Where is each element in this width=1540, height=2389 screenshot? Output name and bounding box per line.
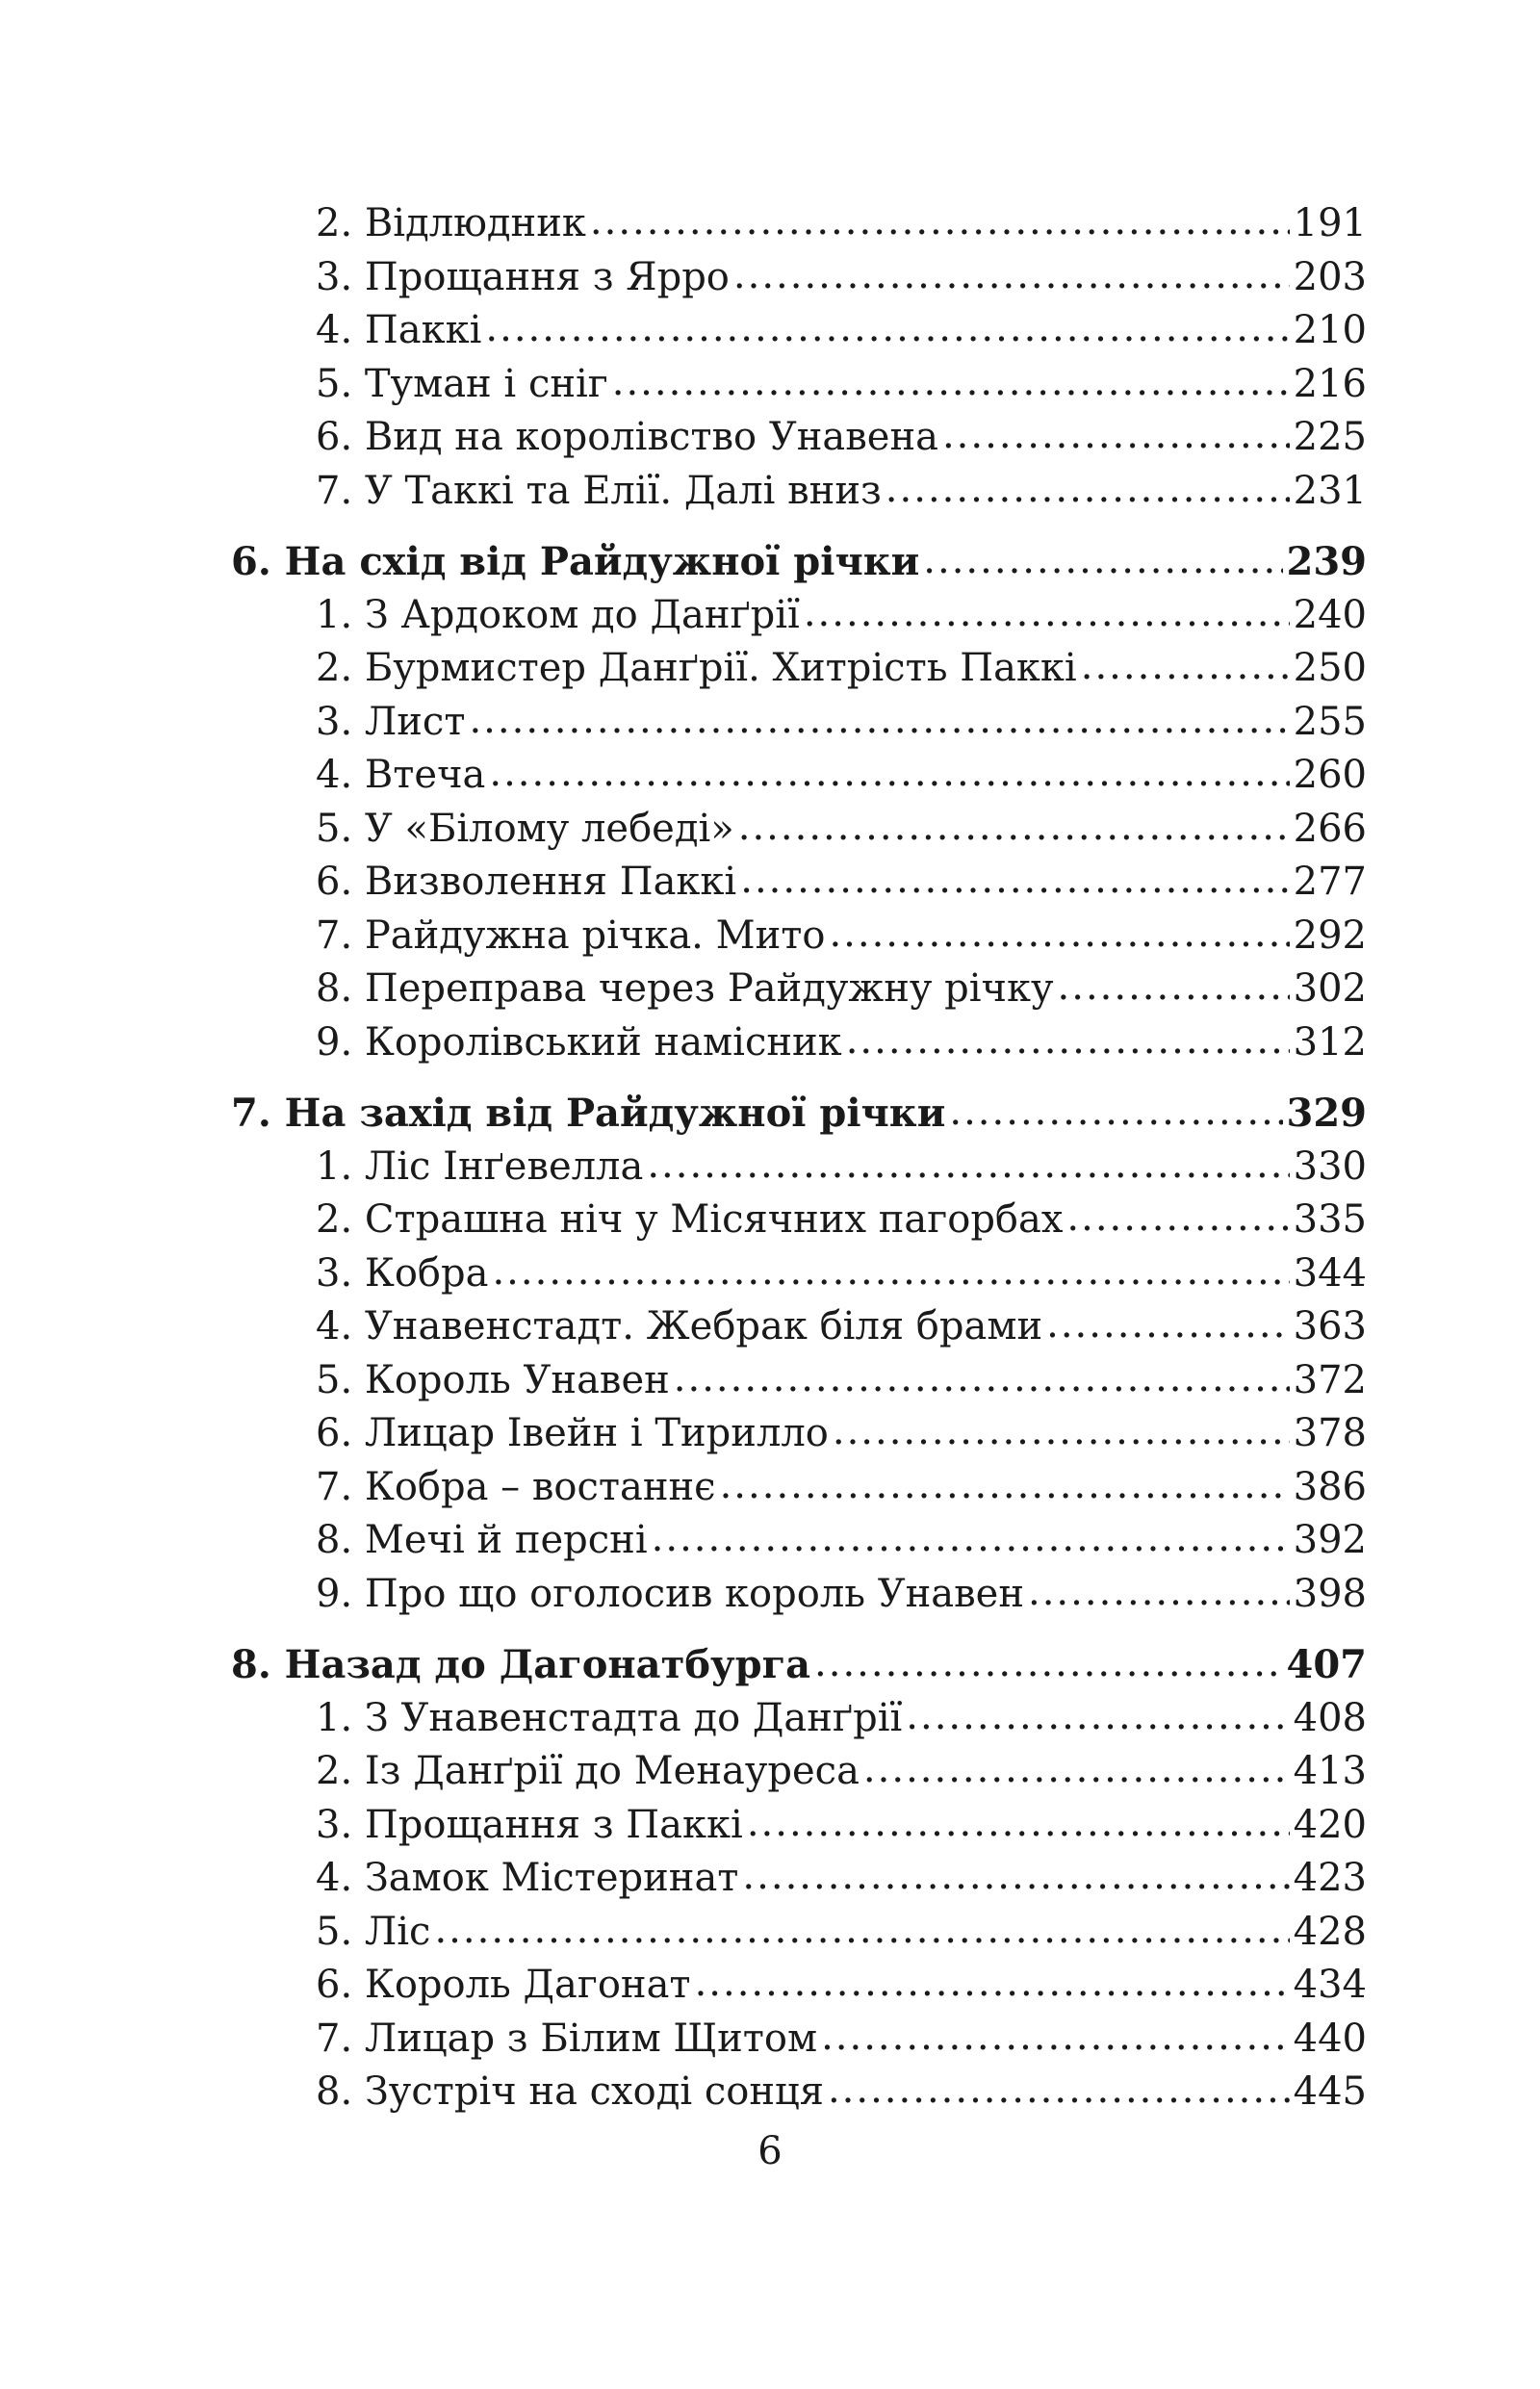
toc-entry-page: 440 [1293,2016,1367,2061]
toc-entry-title: 4. Втеча [316,753,486,797]
dot-leader [492,1246,1289,1299]
toc-entry-title: 1. З Ардоком до Данґрії [316,592,800,637]
dot-leader [720,1459,1290,1513]
dot-leader [747,1797,1290,1851]
toc-section-entry [231,1692,1367,1746]
dot-leader [738,801,1290,855]
dot-leader [923,533,1282,588]
toc-section-entry [231,1407,1367,1461]
toc-section-entry [231,1016,1367,1070]
dot-leader [804,587,1290,641]
dot-leader [1058,961,1290,1015]
toc-entry-title: 6. Король Дагонат [316,1963,691,2007]
toc-entry-title: 2. Бурмистер Данґрії. Хитрість Паккі [316,646,1077,690]
toc-section-entry [231,1514,1367,1568]
toc-section-entry [231,358,1367,412]
page-number: 6 [757,2129,783,2173]
toc-entry-title: 1. Ліс Інґевелла [316,1143,644,1189]
toc-section-entry [231,696,1367,750]
toc-entry-page: 266 [1293,806,1367,851]
toc-entry-page: 329 [1286,1091,1367,1136]
toc-entry-title: 3. Кобра [316,1250,489,1296]
toc-section-entry [231,2066,1367,2119]
toc-entry-page: 407 [1286,1642,1367,1687]
toc-entry-title: 8. Назад до Дагонатбурга [231,1642,811,1687]
toc-entry-title: 6. Лицар Івейн і Тирилло [316,1411,829,1455]
toc-section-entry [231,2013,1367,2067]
toc-entry-page: 231 [1293,468,1367,513]
dot-leader [590,195,1290,249]
toc-entry-title: 6. Визволення Паккі [316,860,737,904]
toc-section-entry [231,749,1367,803]
toc-entry-page: 191 [1293,201,1367,245]
toc-entry-title: 5. Ліс [316,1909,431,1954]
toc-section-entry [231,1959,1367,2013]
toc-entry-title: 5. Король Унавен [316,1357,670,1402]
dot-leader [1066,1192,1289,1246]
toc-section-entry [231,910,1367,963]
toc-entry-title: 6. На схід від Райдужної річки [231,539,920,584]
toc-section-entry [231,1852,1367,1906]
dot-leader [485,302,1289,356]
dot-leader [489,747,1289,801]
toc-chapter-entry [231,1638,1367,1692]
toc-entry-page: 277 [1293,860,1367,904]
toc-entry-title: 7. Лицар з Білим Щитом [316,2016,818,2061]
dot-leader [1046,1298,1290,1352]
toc-section-entry [231,1194,1367,1247]
toc-entry-title: 1. З Унавенстадта до Данґрії [316,1695,903,1740]
dot-leader [886,463,1290,517]
toc-entry-title: 4. Унавенстадт. Жебрак біля брами [316,1304,1043,1349]
toc-entry-page: 203 [1293,254,1367,299]
dot-leader [949,1085,1282,1140]
toc-entry-page: 302 [1293,966,1367,1011]
toc-entry-title: 7. На захід від Райдужної річки [231,1091,946,1136]
toc-entry-page: 239 [1286,539,1367,584]
dot-leader [821,2011,1290,2065]
dot-leader [906,1690,1289,1744]
toc-section-entry [231,1799,1367,1853]
dot-leader [434,1904,1289,1958]
toc-entry-title: 8. Зустріч на сході сонця [316,2069,824,2114]
toc-entry-title: 8. Мечі й персні [316,1518,648,1562]
toc-entry-title: 2. Страшна ніч у Місячних пагорбах [316,1197,1064,1242]
toc-entry-title: 9. Королівський намісник [316,1019,842,1065]
toc-entry-title: 9. Про що оголосив король Унавен [316,1571,1024,1616]
toc-entry-page: 210 [1293,308,1367,352]
toc-entry-title: 2. Відлюдник [316,201,586,245]
toc-section-entry [231,411,1367,465]
toc-entry-page: 378 [1293,1411,1367,1455]
toc-entry-page: 392 [1293,1518,1367,1562]
dot-leader [833,1405,1290,1459]
toc-entry-page: 292 [1293,912,1367,958]
dot-leader [1081,640,1290,694]
toc-section-entry [231,251,1367,305]
toc-entry-page: 240 [1293,592,1367,637]
toc-section-entry [231,1141,1367,1194]
toc-entry-page: 408 [1293,1695,1367,1740]
toc-entry-title: 7. Райдужна річка. Мито [316,912,826,958]
dot-leader [942,409,1290,463]
toc-entry-title: 6. Вид на королівство Унавена [316,415,938,459]
toc-chapter-entry [231,1087,1367,1141]
dot-leader [740,854,1289,908]
toc-entry-title: 4. Паккі [316,308,482,352]
toc-entry-page: 445 [1293,2069,1367,2114]
toc-entry-page: 255 [1293,699,1367,744]
toc-section-entry [231,963,1367,1016]
toc-entry-title: 4. Замок Містеринат [316,1856,739,1900]
toc-section-entry [231,1906,1367,1960]
toc-entry-page: 312 [1293,1019,1367,1065]
toc-section-entry [231,1461,1367,1515]
toc-entry-page: 330 [1293,1143,1367,1189]
dot-leader [846,1015,1290,1068]
dot-leader [863,1743,1290,1797]
dot-leader [469,694,1289,748]
dot-leader [733,249,1290,303]
toc-entry-title: 7. У Таккі та Елії. Далі вниз [316,468,882,513]
toc-entry-title: 8. Переправа через Райдужну річку [316,966,1054,1011]
dot-leader [1028,1566,1290,1620]
toc-entry-page: 386 [1293,1464,1367,1509]
dot-leader [814,1636,1282,1691]
dot-leader [674,1352,1290,1406]
toc-entry-page: 363 [1293,1304,1367,1349]
toc-entry-title: 3. Прощання з Паккі [316,1802,743,1847]
toc-section-entry [231,465,1367,519]
dot-leader [829,908,1289,962]
toc-section-entry [231,1354,1367,1408]
toc-section-entry [231,1745,1367,1799]
dot-leader [828,2064,1290,2118]
toc-section-entry [231,304,1367,358]
toc-section-entry [231,1247,1367,1301]
toc-entry-page: 372 [1293,1357,1367,1402]
toc-section-entry [231,1568,1367,1622]
toc-entry-page: 423 [1293,1856,1367,1900]
toc-entry-page: 398 [1293,1571,1367,1616]
toc-chapter-entry [231,535,1367,589]
toc-entry-title: 3. Прощання з Ярро [316,254,730,299]
toc-entry-page: 420 [1293,1802,1367,1847]
toc-section-entry [231,1300,1367,1354]
toc-entry-title: 5. У «Білому лебеді» [316,806,734,851]
toc-entry-page: 250 [1293,646,1367,690]
toc-entry-page: 428 [1293,1909,1367,1954]
dot-leader [695,1957,1290,2011]
toc-section-entry [231,856,1367,910]
dot-leader [612,356,1290,410]
toc-entry-page: 260 [1293,753,1367,797]
toc-entry-page: 344 [1293,1250,1367,1296]
toc-entry-title: 3. Лист [316,699,466,744]
toc-section-entry [231,803,1367,857]
dot-leader [647,1139,1289,1193]
toc-entry-page: 216 [1293,361,1367,406]
toc-entry-page: 413 [1293,1749,1367,1793]
dot-leader [742,1850,1289,1904]
toc-entry-title: 5. Туман і сніг [316,361,608,406]
toc-section-entry [231,197,1367,251]
toc-entry-page: 225 [1293,415,1367,459]
toc-section-entry [231,642,1367,696]
toc-entry-title: 2. Із Данґрії до Менауреса [316,1749,860,1793]
toc-entry-title: 7. Кобра – востаннє [316,1464,716,1509]
toc-entry-page: 434 [1293,1963,1367,2007]
toc-entry-page: 335 [1293,1197,1367,1242]
table-of-contents [231,197,1367,2119]
dot-leader [652,1512,1290,1566]
toc-section-entry [231,589,1367,643]
